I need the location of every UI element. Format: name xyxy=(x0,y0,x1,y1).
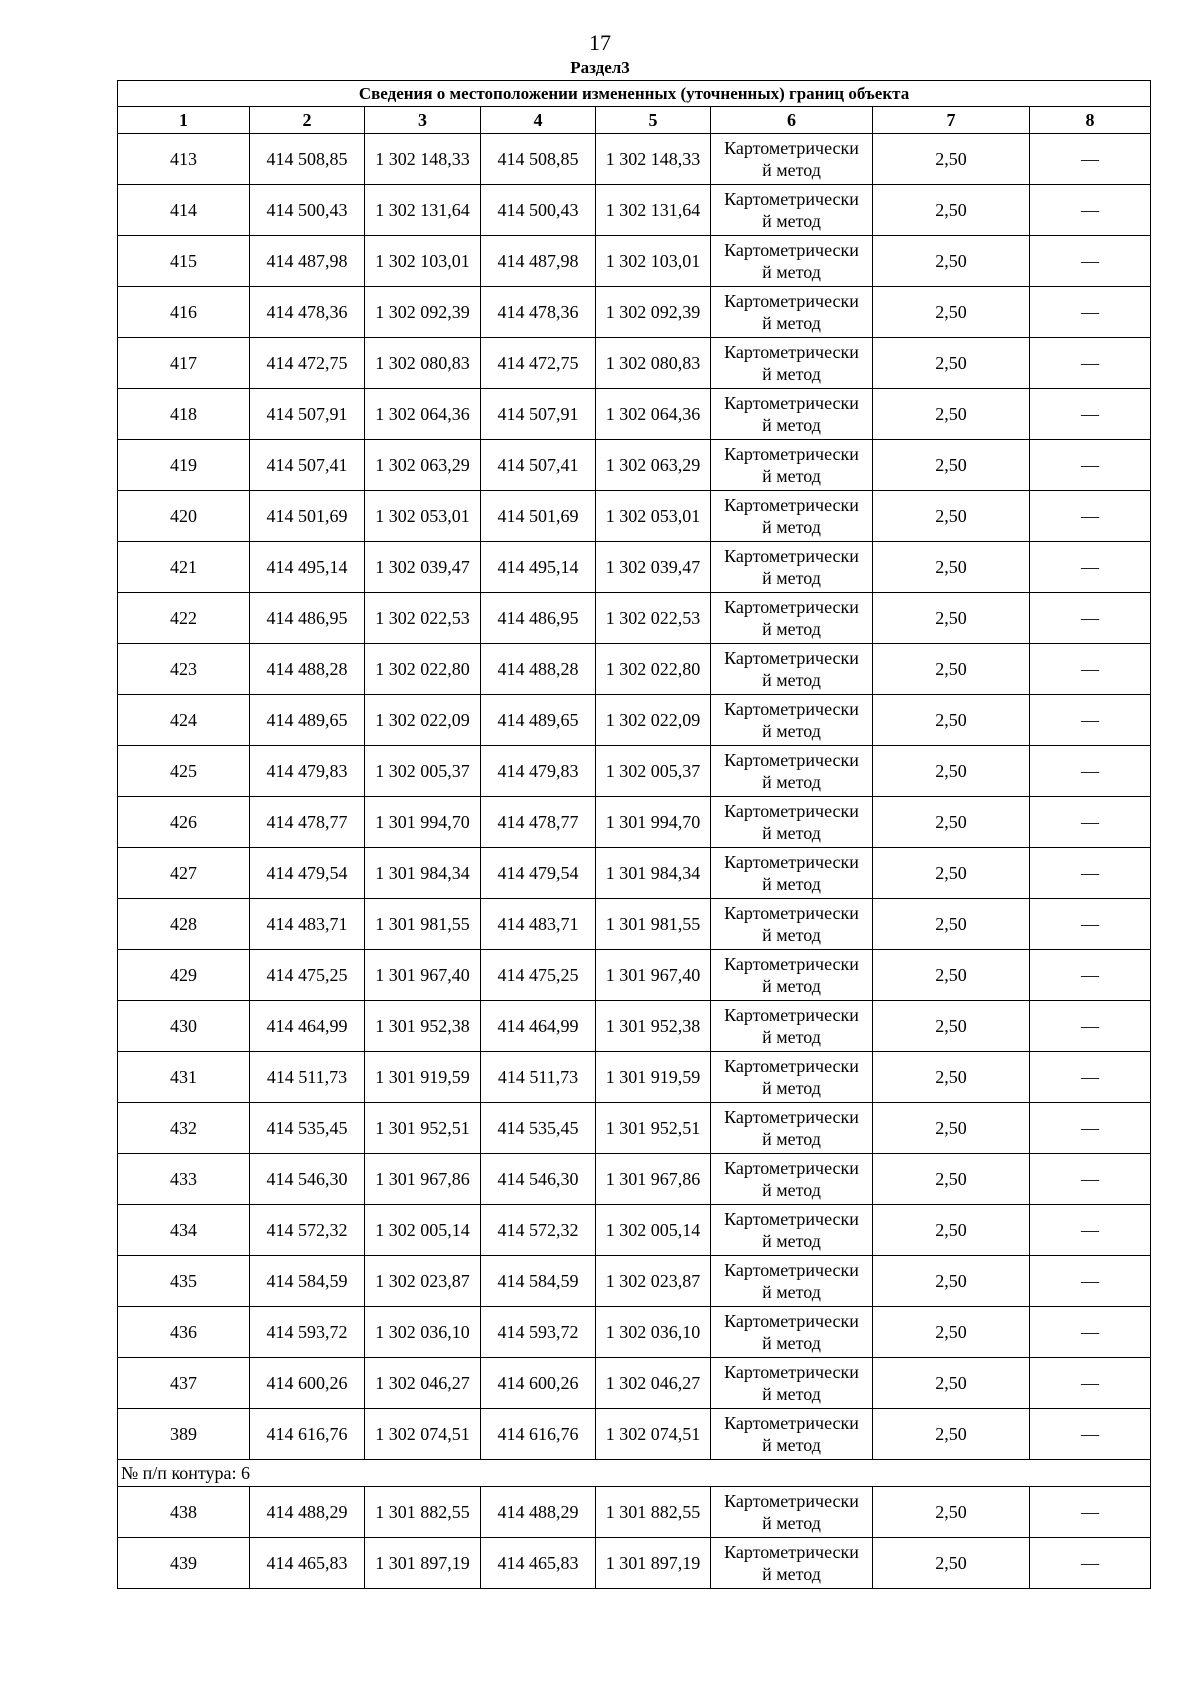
table-row xyxy=(118,899,1151,950)
table-row xyxy=(118,695,1151,746)
x-old-cell: 414 546,30 xyxy=(250,1154,365,1205)
description-cell: — xyxy=(1030,1154,1151,1205)
x-new-cell: 414 572,32 xyxy=(481,1205,596,1256)
description-cell: — xyxy=(1030,1538,1151,1589)
method-cell: Картометрически й метод xyxy=(711,593,873,644)
x-old-cell: 414 486,95 xyxy=(250,593,365,644)
table-row xyxy=(118,185,1151,236)
table-row xyxy=(118,1154,1151,1205)
description-cell: — xyxy=(1030,134,1151,185)
y-new-cell: 1 302 063,29 xyxy=(596,440,711,491)
method-cell: Картометрически й метод xyxy=(711,1001,873,1052)
column-header: 8 xyxy=(1030,107,1151,134)
accuracy-cell: 2,50 xyxy=(873,287,1030,338)
description-cell: — xyxy=(1030,1307,1151,1358)
column-header: 6 xyxy=(711,107,873,134)
table-row xyxy=(118,236,1151,287)
point-number-cell: 421 xyxy=(118,542,250,593)
accuracy-cell: 2,50 xyxy=(873,1154,1030,1205)
x-old-cell: 414 507,41 xyxy=(250,440,365,491)
method-cell: Картометрически й метод xyxy=(711,1307,873,1358)
x-new-cell: 414 495,14 xyxy=(481,542,596,593)
y-new-cell: 1 302 005,14 xyxy=(596,1205,711,1256)
y-old-cell: 1 301 967,86 xyxy=(365,1154,481,1205)
point-number-cell: 427 xyxy=(118,848,250,899)
method-cell: Картометрически й метод xyxy=(711,1487,873,1538)
x-old-cell: 414 483,71 xyxy=(250,899,365,950)
y-new-cell: 1 302 131,64 xyxy=(596,185,711,236)
description-cell: — xyxy=(1030,287,1151,338)
x-old-cell: 414 495,14 xyxy=(250,542,365,593)
table-row xyxy=(118,491,1151,542)
x-new-cell: 414 535,45 xyxy=(481,1103,596,1154)
y-new-cell: 1 302 005,37 xyxy=(596,746,711,797)
accuracy-cell: 2,50 xyxy=(873,899,1030,950)
point-number-cell: 438 xyxy=(118,1487,250,1538)
method-cell: Картометрически й метод xyxy=(711,1409,873,1460)
description-cell: — xyxy=(1030,185,1151,236)
y-new-cell: 1 301 984,34 xyxy=(596,848,711,899)
table-row xyxy=(118,1487,1151,1538)
x-new-cell: 414 464,99 xyxy=(481,1001,596,1052)
accuracy-cell: 2,50 xyxy=(873,134,1030,185)
method-cell: Картометрически й метод xyxy=(711,1358,873,1409)
accuracy-cell: 2,50 xyxy=(873,1256,1030,1307)
y-old-cell: 1 302 005,37 xyxy=(365,746,481,797)
y-new-cell: 1 301 897,19 xyxy=(596,1538,711,1589)
point-number-cell: 426 xyxy=(118,797,250,848)
y-old-cell: 1 302 005,14 xyxy=(365,1205,481,1256)
x-old-cell: 414 508,85 xyxy=(250,134,365,185)
boundary-table xyxy=(117,80,1151,1589)
x-old-cell: 414 584,59 xyxy=(250,1256,365,1307)
y-new-cell: 1 302 148,33 xyxy=(596,134,711,185)
accuracy-cell: 2,50 xyxy=(873,848,1030,899)
y-new-cell: 1 301 952,38 xyxy=(596,1001,711,1052)
method-cell: Картометрически й метод xyxy=(711,1205,873,1256)
point-number-cell: 435 xyxy=(118,1256,250,1307)
accuracy-cell: 2,50 xyxy=(873,389,1030,440)
x-new-cell: 414 478,36 xyxy=(481,287,596,338)
accuracy-cell: 2,50 xyxy=(873,1103,1030,1154)
method-cell: Картометрически й метод xyxy=(711,1154,873,1205)
accuracy-cell: 2,50 xyxy=(873,1001,1030,1052)
accuracy-cell: 2,50 xyxy=(873,593,1030,644)
x-old-cell: 414 478,36 xyxy=(250,287,365,338)
x-old-cell: 414 488,28 xyxy=(250,644,365,695)
method-cell: Картометрически й метод xyxy=(711,389,873,440)
y-new-cell: 1 302 064,36 xyxy=(596,389,711,440)
table-row xyxy=(118,1103,1151,1154)
accuracy-cell: 2,50 xyxy=(873,491,1030,542)
method-cell: Картометрически й метод xyxy=(711,1256,873,1307)
x-old-cell: 414 511,73 xyxy=(250,1052,365,1103)
method-cell: Картометрически й метод xyxy=(711,491,873,542)
column-header: 5 xyxy=(596,107,711,134)
y-new-cell: 1 302 074,51 xyxy=(596,1409,711,1460)
method-cell: Картометрически й метод xyxy=(711,695,873,746)
table-row xyxy=(118,848,1151,899)
description-cell: — xyxy=(1030,1103,1151,1154)
description-cell: — xyxy=(1030,440,1151,491)
accuracy-cell: 2,50 xyxy=(873,1052,1030,1103)
x-new-cell: 414 489,65 xyxy=(481,695,596,746)
x-old-cell: 414 488,29 xyxy=(250,1487,365,1538)
description-cell: — xyxy=(1030,389,1151,440)
y-new-cell: 1 302 022,09 xyxy=(596,695,711,746)
column-header: 7 xyxy=(873,107,1030,134)
section-title: Раздел3 xyxy=(570,58,630,77)
y-old-cell: 1 302 022,09 xyxy=(365,695,481,746)
y-old-cell: 1 302 022,80 xyxy=(365,644,481,695)
x-new-cell: 414 593,72 xyxy=(481,1307,596,1358)
x-new-cell: 414 475,25 xyxy=(481,950,596,1001)
point-number-cell: 416 xyxy=(118,287,250,338)
point-number-cell: 417 xyxy=(118,338,250,389)
table-row xyxy=(118,1538,1151,1589)
accuracy-cell: 2,50 xyxy=(873,1358,1030,1409)
x-new-cell: 414 500,43 xyxy=(481,185,596,236)
x-old-cell: 414 487,98 xyxy=(250,236,365,287)
table-row xyxy=(118,746,1151,797)
table-row xyxy=(118,338,1151,389)
point-number-cell: 428 xyxy=(118,899,250,950)
method-cell: Картометрически й метод xyxy=(711,1103,873,1154)
accuracy-cell: 2,50 xyxy=(873,338,1030,389)
description-cell: — xyxy=(1030,695,1151,746)
point-number-cell: 433 xyxy=(118,1154,250,1205)
point-number-cell: 415 xyxy=(118,236,250,287)
description-cell: — xyxy=(1030,1256,1151,1307)
point-number-cell: 414 xyxy=(118,185,250,236)
y-new-cell: 1 302 036,10 xyxy=(596,1307,711,1358)
accuracy-cell: 2,50 xyxy=(873,542,1030,593)
method-cell: Картометрически й метод xyxy=(711,287,873,338)
y-old-cell: 1 302 103,01 xyxy=(365,236,481,287)
method-cell: Картометрически й метод xyxy=(711,134,873,185)
accuracy-cell: 2,50 xyxy=(873,236,1030,287)
column-header: 4 xyxy=(481,107,596,134)
accuracy-cell: 2,50 xyxy=(873,1487,1030,1538)
description-cell: — xyxy=(1030,338,1151,389)
table-row xyxy=(118,797,1151,848)
accuracy-cell: 2,50 xyxy=(873,185,1030,236)
y-new-cell: 1 302 022,80 xyxy=(596,644,711,695)
point-number-cell: 419 xyxy=(118,440,250,491)
method-cell: Картометрически й метод xyxy=(711,899,873,950)
y-old-cell: 1 302 080,83 xyxy=(365,338,481,389)
description-cell: — xyxy=(1030,1487,1151,1538)
table-row xyxy=(118,950,1151,1001)
method-cell: Картометрически й метод xyxy=(711,797,873,848)
table-row xyxy=(118,1358,1151,1409)
description-cell: — xyxy=(1030,644,1151,695)
description-cell: — xyxy=(1030,1409,1151,1460)
description-cell: — xyxy=(1030,848,1151,899)
contour-label: № п/п контура: 6 xyxy=(118,1460,1151,1487)
point-number-cell: 425 xyxy=(118,746,250,797)
accuracy-cell: 2,50 xyxy=(873,695,1030,746)
column-header: 1 xyxy=(118,107,250,134)
x-new-cell: 414 479,54 xyxy=(481,848,596,899)
table-row xyxy=(118,1307,1151,1358)
y-old-cell: 1 302 053,01 xyxy=(365,491,481,542)
x-new-cell: 414 486,95 xyxy=(481,593,596,644)
point-number-cell: 434 xyxy=(118,1205,250,1256)
x-new-cell: 414 472,75 xyxy=(481,338,596,389)
y-old-cell: 1 302 023,87 xyxy=(365,1256,481,1307)
x-new-cell: 414 487,98 xyxy=(481,236,596,287)
method-cell: Картометрически й метод xyxy=(711,236,873,287)
x-new-cell: 414 546,30 xyxy=(481,1154,596,1205)
column-header: 2 xyxy=(250,107,365,134)
x-old-cell: 414 464,99 xyxy=(250,1001,365,1052)
point-number-cell: 439 xyxy=(118,1538,250,1589)
x-new-cell: 414 600,26 xyxy=(481,1358,596,1409)
description-cell: — xyxy=(1030,542,1151,593)
description-cell: — xyxy=(1030,593,1151,644)
y-old-cell: 1 301 984,34 xyxy=(365,848,481,899)
table-row xyxy=(118,1256,1151,1307)
x-old-cell: 414 479,83 xyxy=(250,746,365,797)
method-cell: Картометрически й метод xyxy=(711,1538,873,1589)
y-new-cell: 1 301 919,59 xyxy=(596,1052,711,1103)
column-header: 3 xyxy=(365,107,481,134)
y-new-cell: 1 302 103,01 xyxy=(596,236,711,287)
x-new-cell: 414 507,41 xyxy=(481,440,596,491)
y-new-cell: 1 302 046,27 xyxy=(596,1358,711,1409)
table-caption-row xyxy=(118,81,1151,107)
point-number-cell: 431 xyxy=(118,1052,250,1103)
x-old-cell: 414 472,75 xyxy=(250,338,365,389)
x-new-cell: 414 465,83 xyxy=(481,1538,596,1589)
y-new-cell: 1 301 994,70 xyxy=(596,797,711,848)
point-number-cell: 430 xyxy=(118,1001,250,1052)
method-cell: Картометрически й метод xyxy=(711,440,873,491)
table-row xyxy=(118,1052,1151,1103)
x-old-cell: 414 500,43 xyxy=(250,185,365,236)
column-header-row xyxy=(118,107,1151,134)
description-cell: — xyxy=(1030,1001,1151,1052)
accuracy-cell: 2,50 xyxy=(873,797,1030,848)
y-old-cell: 1 302 064,36 xyxy=(365,389,481,440)
x-new-cell: 414 488,28 xyxy=(481,644,596,695)
table-row xyxy=(118,1205,1151,1256)
method-cell: Картометрически й метод xyxy=(711,185,873,236)
y-old-cell: 1 302 046,27 xyxy=(365,1358,481,1409)
point-number-cell: 423 xyxy=(118,644,250,695)
x-new-cell: 414 483,71 xyxy=(481,899,596,950)
table-row xyxy=(118,287,1151,338)
y-old-cell: 1 301 981,55 xyxy=(365,899,481,950)
point-number-cell: 389 xyxy=(118,1409,250,1460)
y-old-cell: 1 302 131,64 xyxy=(365,185,481,236)
x-old-cell: 414 475,25 xyxy=(250,950,365,1001)
accuracy-cell: 2,50 xyxy=(873,440,1030,491)
point-number-cell: 432 xyxy=(118,1103,250,1154)
x-new-cell: 414 488,29 xyxy=(481,1487,596,1538)
table-row xyxy=(118,644,1151,695)
x-old-cell: 414 478,77 xyxy=(250,797,365,848)
table-row xyxy=(118,542,1151,593)
method-cell: Картометрически й метод xyxy=(711,338,873,389)
contour-row xyxy=(118,1460,1151,1487)
point-number-cell: 424 xyxy=(118,695,250,746)
point-number-cell: 429 xyxy=(118,950,250,1001)
x-new-cell: 414 616,76 xyxy=(481,1409,596,1460)
y-old-cell: 1 302 022,53 xyxy=(365,593,481,644)
table-row xyxy=(118,134,1151,185)
table-caption: Сведения о местоположении измененных (уточненных) границ объекта xyxy=(118,81,1151,107)
y-old-cell: 1 302 036,10 xyxy=(365,1307,481,1358)
y-new-cell: 1 302 080,83 xyxy=(596,338,711,389)
description-cell: — xyxy=(1030,236,1151,287)
point-number-cell: 436 xyxy=(118,1307,250,1358)
x-old-cell: 414 616,76 xyxy=(250,1409,365,1460)
description-cell: — xyxy=(1030,746,1151,797)
y-new-cell: 1 302 022,53 xyxy=(596,593,711,644)
method-cell: Картометрически й метод xyxy=(711,848,873,899)
description-cell: — xyxy=(1030,797,1151,848)
x-old-cell: 414 572,32 xyxy=(250,1205,365,1256)
page-number: 17 xyxy=(589,30,611,55)
y-old-cell: 1 301 952,51 xyxy=(365,1103,481,1154)
description-cell: — xyxy=(1030,1052,1151,1103)
x-new-cell: 414 508,85 xyxy=(481,134,596,185)
x-old-cell: 414 479,54 xyxy=(250,848,365,899)
table-row xyxy=(118,1409,1151,1460)
x-new-cell: 414 511,73 xyxy=(481,1052,596,1103)
table-row xyxy=(118,593,1151,644)
method-cell: Картометрически й метод xyxy=(711,1052,873,1103)
x-new-cell: 414 507,91 xyxy=(481,389,596,440)
accuracy-cell: 2,50 xyxy=(873,950,1030,1001)
point-number-cell: 422 xyxy=(118,593,250,644)
y-new-cell: 1 301 981,55 xyxy=(596,899,711,950)
accuracy-cell: 2,50 xyxy=(873,1409,1030,1460)
table-row xyxy=(118,389,1151,440)
accuracy-cell: 2,50 xyxy=(873,644,1030,695)
y-old-cell: 1 302 074,51 xyxy=(365,1409,481,1460)
accuracy-cell: 2,50 xyxy=(873,746,1030,797)
point-number-cell: 420 xyxy=(118,491,250,542)
description-cell: — xyxy=(1030,899,1151,950)
y-new-cell: 1 302 039,47 xyxy=(596,542,711,593)
x-old-cell: 414 600,26 xyxy=(250,1358,365,1409)
y-new-cell: 1 301 967,40 xyxy=(596,950,711,1001)
y-old-cell: 1 301 919,59 xyxy=(365,1052,481,1103)
description-cell: — xyxy=(1030,1358,1151,1409)
y-new-cell: 1 301 952,51 xyxy=(596,1103,711,1154)
description-cell: — xyxy=(1030,1205,1151,1256)
table-row xyxy=(118,440,1151,491)
x-new-cell: 414 584,59 xyxy=(481,1256,596,1307)
point-number-cell: 413 xyxy=(118,134,250,185)
accuracy-cell: 2,50 xyxy=(873,1307,1030,1358)
description-cell: — xyxy=(1030,491,1151,542)
method-cell: Картометрически й метод xyxy=(711,644,873,695)
x-new-cell: 414 501,69 xyxy=(481,491,596,542)
x-old-cell: 414 593,72 xyxy=(250,1307,365,1358)
x-old-cell: 414 535,45 xyxy=(250,1103,365,1154)
accuracy-cell: 2,50 xyxy=(873,1538,1030,1589)
y-old-cell: 1 301 994,70 xyxy=(365,797,481,848)
y-old-cell: 1 301 967,40 xyxy=(365,950,481,1001)
x-old-cell: 414 501,69 xyxy=(250,491,365,542)
y-old-cell: 1 301 952,38 xyxy=(365,1001,481,1052)
x-new-cell: 414 478,77 xyxy=(481,797,596,848)
y-old-cell: 1 301 897,19 xyxy=(365,1538,481,1589)
x-new-cell: 414 479,83 xyxy=(481,746,596,797)
y-old-cell: 1 302 148,33 xyxy=(365,134,481,185)
y-old-cell: 1 301 882,55 xyxy=(365,1487,481,1538)
y-new-cell: 1 301 882,55 xyxy=(596,1487,711,1538)
x-old-cell: 414 489,65 xyxy=(250,695,365,746)
point-number-cell: 418 xyxy=(118,389,250,440)
accuracy-cell: 2,50 xyxy=(873,1205,1030,1256)
table-row xyxy=(118,1001,1151,1052)
y-old-cell: 1 302 039,47 xyxy=(365,542,481,593)
method-cell: Картометрически й метод xyxy=(711,950,873,1001)
description-cell: — xyxy=(1030,950,1151,1001)
y-old-cell: 1 302 063,29 xyxy=(365,440,481,491)
y-new-cell: 1 301 967,86 xyxy=(596,1154,711,1205)
x-old-cell: 414 465,83 xyxy=(250,1538,365,1589)
y-new-cell: 1 302 053,01 xyxy=(596,491,711,542)
method-cell: Картометрически й метод xyxy=(711,542,873,593)
y-new-cell: 1 302 023,87 xyxy=(596,1256,711,1307)
method-cell: Картометрически й метод xyxy=(711,746,873,797)
y-new-cell: 1 302 092,39 xyxy=(596,287,711,338)
x-old-cell: 414 507,91 xyxy=(250,389,365,440)
point-number-cell: 437 xyxy=(118,1358,250,1409)
y-old-cell: 1 302 092,39 xyxy=(365,287,481,338)
